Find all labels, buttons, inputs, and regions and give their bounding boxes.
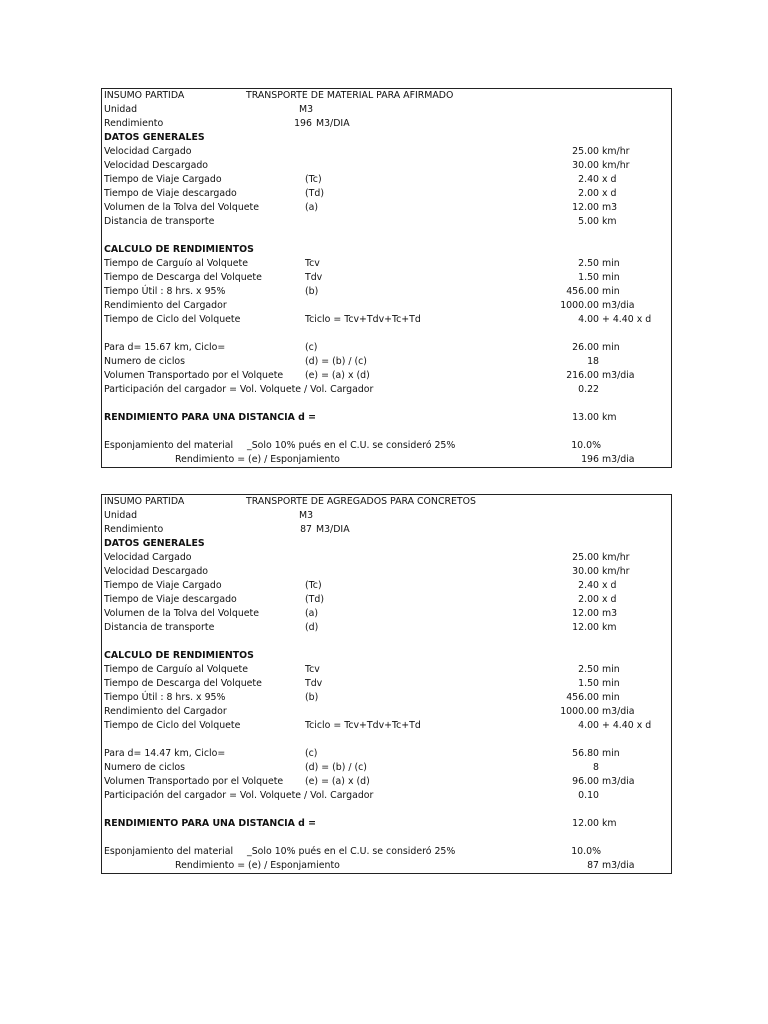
esponjamiento-row — [102, 439, 671, 453]
header-partida-row — [102, 495, 671, 509]
row-unit: km/hr — [602, 552, 630, 563]
data-row — [102, 201, 671, 215]
spacer-row — [102, 327, 671, 341]
row-value: 1.50 — [578, 272, 599, 283]
row-label: Numero de ciclos — [104, 356, 186, 367]
row-symbol: (a) — [305, 608, 319, 619]
data-row — [102, 593, 671, 607]
row-symbol: Tdv — [305, 678, 323, 689]
data-row — [102, 271, 671, 285]
distancia-unit: km — [602, 412, 617, 423]
header-partida-row — [102, 89, 671, 103]
spacer-row — [102, 831, 671, 845]
spacer-row — [102, 733, 671, 747]
row-label: Tiempo de Descarga del Volquete — [104, 272, 262, 283]
row-value: 96.00 — [572, 776, 599, 787]
row-value: 2.50 — [578, 664, 599, 675]
row-unit: min — [602, 272, 620, 283]
rendimiento-final-unit: m3/dia — [602, 454, 635, 465]
header-unidad-row — [102, 509, 671, 523]
data-row — [102, 187, 671, 201]
row-unit: m3 — [602, 608, 618, 619]
row-symbol: (c) — [305, 748, 318, 759]
row-unit: km — [602, 216, 617, 227]
row-value: 4.00 — [578, 720, 599, 731]
row-symbol: (d) = (b) / (c) — [305, 762, 367, 773]
row-unit: x d — [602, 580, 617, 591]
row-unit: km/hr — [602, 146, 630, 157]
unidad-label: Unidad — [104, 104, 138, 115]
rendimiento-distancia-row — [102, 817, 671, 831]
header-rendimiento-row — [102, 523, 671, 537]
row-label: Tiempo de Viaje descargado — [104, 188, 237, 199]
row-unit: min — [602, 664, 620, 675]
unidad-value: M3 — [299, 510, 314, 521]
data-row — [102, 551, 671, 565]
row-value: 25.00 — [572, 146, 599, 157]
data-row — [102, 145, 671, 159]
row-value: 2.50 — [578, 258, 599, 269]
partida-title: TRANSPORTE DE MATERIAL PARA AFIRMADO — [246, 90, 454, 101]
row-label: Numero de ciclos — [104, 762, 186, 773]
row-symbol: (e) = (a) x (d) — [305, 776, 370, 787]
row-unit: m3/dia — [602, 370, 635, 381]
esponjamiento-value: 10.0% — [571, 440, 601, 451]
rendimiento-final-unit: m3/dia — [602, 860, 635, 871]
row-value: 8 — [593, 762, 599, 773]
row-symbol: (Td) — [305, 188, 324, 199]
spacer-row — [102, 397, 671, 411]
data-row — [102, 215, 671, 229]
row-label: Participación del cargador = Vol. Volquete / Vol. Cargador — [104, 790, 374, 801]
data-row — [102, 173, 671, 187]
row-label: Velocidad Descargado — [104, 160, 209, 171]
insumo-partida-label: INSUMO PARTIDA — [104, 90, 185, 101]
row-label: Tiempo de Viaje Cargado — [104, 174, 222, 185]
data-row — [102, 579, 671, 593]
sheet-agregados — [101, 494, 672, 874]
row-value: 0.10 — [578, 790, 599, 801]
data-row — [102, 299, 671, 313]
row-value: 2.40 — [578, 174, 599, 185]
esponjamiento-row — [102, 845, 671, 859]
data-row — [102, 341, 671, 355]
row-unit: min — [602, 286, 620, 297]
row-value: 12.00 — [572, 608, 599, 619]
distancia-value: 12.00 — [572, 818, 599, 829]
data-row — [102, 747, 671, 761]
section-title-calculo — [102, 649, 671, 663]
rendimiento-final-value: 196 — [581, 454, 599, 465]
calculo-title: CALCULO DE RENDIMIENTOS — [104, 650, 254, 661]
rendimiento-final-row — [102, 859, 671, 873]
row-unit: x d — [602, 594, 617, 605]
esponjamiento-value: 10.0% — [571, 846, 601, 857]
row-value: 30.00 — [572, 160, 599, 171]
row-label: Tiempo de Viaje Cargado — [104, 580, 222, 591]
row-value: 5.00 — [578, 216, 599, 227]
section-title-calculo — [102, 243, 671, 257]
row-symbol: (Td) — [305, 594, 324, 605]
row-value: 25.00 — [572, 552, 599, 563]
row-symbol: Tciclo = Tcv+Tdv+Tc+Td — [305, 720, 421, 731]
row-unit: + 4.40 x d — [602, 314, 652, 325]
data-row — [102, 369, 671, 383]
header-unidad-row — [102, 103, 671, 117]
row-label: Para d= 14.47 km, Ciclo= — [104, 748, 226, 759]
data-row — [102, 313, 671, 327]
row-symbol: (d) = (b) / (c) — [305, 356, 367, 367]
data-row — [102, 677, 671, 691]
datos-generales-title: DATOS GENERALES — [104, 538, 205, 549]
row-label: Volumen Transportado por el Volquete — [104, 776, 284, 787]
partida-title: TRANSPORTE DE AGREGADOS PARA CONCRETOS — [246, 496, 476, 507]
rendimiento-distancia-row — [102, 411, 671, 425]
rendimiento-value: 196 — [294, 118, 312, 129]
row-symbol: Tcv — [305, 664, 320, 675]
row-value: 2.00 — [578, 594, 599, 605]
esponjamiento-label: Esponjamiento del material — [104, 440, 234, 451]
section-title-datos — [102, 131, 671, 145]
esponjamiento-label: Esponjamiento del material — [104, 846, 234, 857]
row-unit: min — [602, 342, 620, 353]
data-row — [102, 775, 671, 789]
data-row — [102, 159, 671, 173]
row-unit: km — [602, 622, 617, 633]
data-row — [102, 663, 671, 677]
data-row — [102, 607, 671, 621]
row-label: Tiempo de Descarga del Volquete — [104, 678, 262, 689]
row-unit: x d — [602, 174, 617, 185]
row-label: Tiempo de Carguío al Volquete — [104, 258, 248, 269]
calculo-title: CALCULO DE RENDIMIENTOS — [104, 244, 254, 255]
row-label: Tiempo de Ciclo del Volquete — [104, 314, 241, 325]
rendimiento-distancia-label: RENDIMIENTO PARA UNA DISTANCIA d = — [104, 818, 316, 829]
row-unit: km/hr — [602, 160, 630, 171]
row-label: Velocidad Cargado — [104, 552, 192, 563]
row-value: 2.40 — [578, 580, 599, 591]
row-value: 216.00 — [566, 370, 599, 381]
datos-generales-title: DATOS GENERALES — [104, 132, 205, 143]
rendimiento-label: Rendimiento — [104, 118, 164, 129]
row-value: 30.00 — [572, 566, 599, 577]
rendimiento-unit: M3/DIA — [316, 118, 350, 129]
row-value: 2.00 — [578, 188, 599, 199]
row-label: Tiempo Útil : 8 hrs. x 95% — [104, 286, 226, 297]
row-symbol: (a) — [305, 202, 319, 213]
row-label: Volumen de la Tolva del Volquete — [104, 202, 259, 213]
row-value: 12.00 — [572, 202, 599, 213]
row-label: Distancia de transporte — [104, 622, 215, 633]
row-unit: x d — [602, 188, 617, 199]
spacer-row — [102, 635, 671, 649]
row-label: Velocidad Descargado — [104, 566, 209, 577]
row-unit: min — [602, 748, 620, 759]
data-row — [102, 383, 671, 397]
row-unit: min — [602, 692, 620, 703]
row-unit: min — [602, 678, 620, 689]
row-unit: m3/dia — [602, 300, 635, 311]
row-symbol: Tcv — [305, 258, 320, 269]
row-value: 18 — [587, 356, 599, 367]
row-unit: m3 — [602, 202, 618, 213]
row-value: 26.00 — [572, 342, 599, 353]
row-label: Volumen de la Tolva del Volquete — [104, 608, 259, 619]
data-row — [102, 719, 671, 733]
row-value: 1000.00 — [560, 706, 599, 717]
data-row — [102, 705, 671, 719]
rendimiento-label: Rendimiento — [104, 524, 164, 535]
spacer-row — [102, 425, 671, 439]
row-label: Rendimiento del Cargador — [104, 706, 227, 717]
distancia-unit: km — [602, 818, 617, 829]
unidad-value: M3 — [299, 104, 314, 115]
row-symbol: (Tc) — [305, 580, 322, 591]
row-label: Tiempo Útil : 8 hrs. x 95% — [104, 692, 226, 703]
rendimiento-value: 87 — [300, 524, 312, 535]
sheet-afirmado — [101, 88, 672, 468]
row-unit: + 4.40 x d — [602, 720, 652, 731]
row-symbol: (Tc) — [305, 174, 322, 185]
row-label: Tiempo de Ciclo del Volquete — [104, 720, 241, 731]
spacer-row — [102, 803, 671, 817]
row-value: 1.50 — [578, 678, 599, 689]
row-label: Rendimiento del Cargador — [104, 300, 227, 311]
data-row — [102, 565, 671, 579]
row-symbol: (b) — [305, 692, 319, 703]
rendimiento-final-row — [102, 453, 671, 467]
data-row — [102, 691, 671, 705]
row-value: 12.00 — [572, 622, 599, 633]
data-row — [102, 761, 671, 775]
row-symbol: Tciclo = Tcv+Tdv+Tc+Td — [305, 314, 421, 325]
unidad-label: Unidad — [104, 510, 138, 521]
row-label: Tiempo de Viaje descargado — [104, 594, 237, 605]
row-label: Velocidad Cargado — [104, 146, 192, 157]
spacer-row — [102, 229, 671, 243]
row-symbol: (e) = (a) x (d) — [305, 370, 370, 381]
rendimiento-final-label: Rendimiento = (e) / Esponjamiento — [175, 860, 340, 871]
row-symbol: Tdv — [305, 272, 323, 283]
row-value: 1000.00 — [560, 300, 599, 311]
section-title-datos — [102, 537, 671, 551]
data-row — [102, 621, 671, 635]
row-symbol: (b) — [305, 286, 319, 297]
row-value: 0.22 — [578, 384, 599, 395]
row-label: Distancia de transporte — [104, 216, 215, 227]
rendimiento-distancia-label: RENDIMIENTO PARA UNA DISTANCIA d = — [104, 412, 316, 423]
header-rendimiento-row — [102, 117, 671, 131]
row-value: 456.00 — [566, 286, 599, 297]
esponjamiento-note: _Solo 10% pués en el C.U. se consideró 25% — [247, 846, 456, 857]
row-label: Tiempo de Carguío al Volquete — [104, 664, 248, 675]
row-label: Volumen Transportado por el Volquete — [104, 370, 284, 381]
row-label: Participación del cargador = Vol. Volquete / Vol. Cargador — [104, 384, 374, 395]
row-unit: m3/dia — [602, 706, 635, 717]
data-row — [102, 355, 671, 369]
row-value: 456.00 — [566, 692, 599, 703]
rendimiento-final-label: Rendimiento = (e) / Esponjamiento — [175, 454, 340, 465]
row-unit: km/hr — [602, 566, 630, 577]
rendimiento-final-value: 87 — [587, 860, 599, 871]
row-symbol: (c) — [305, 342, 318, 353]
row-label: Para d= 15.67 km, Ciclo= — [104, 342, 226, 353]
data-row — [102, 285, 671, 299]
rendimiento-unit: M3/DIA — [316, 524, 350, 535]
esponjamiento-note: _Solo 10% pués en el C.U. se consideró 25% — [247, 440, 456, 451]
row-unit: m3/dia — [602, 776, 635, 787]
data-row — [102, 257, 671, 271]
row-symbol: (d) — [305, 622, 319, 633]
data-row — [102, 789, 671, 803]
row-value: 56.80 — [572, 748, 599, 759]
insumo-partida-label: INSUMO PARTIDA — [104, 496, 185, 507]
row-value: 4.00 — [578, 314, 599, 325]
row-unit: min — [602, 258, 620, 269]
distancia-value: 13.00 — [572, 412, 599, 423]
